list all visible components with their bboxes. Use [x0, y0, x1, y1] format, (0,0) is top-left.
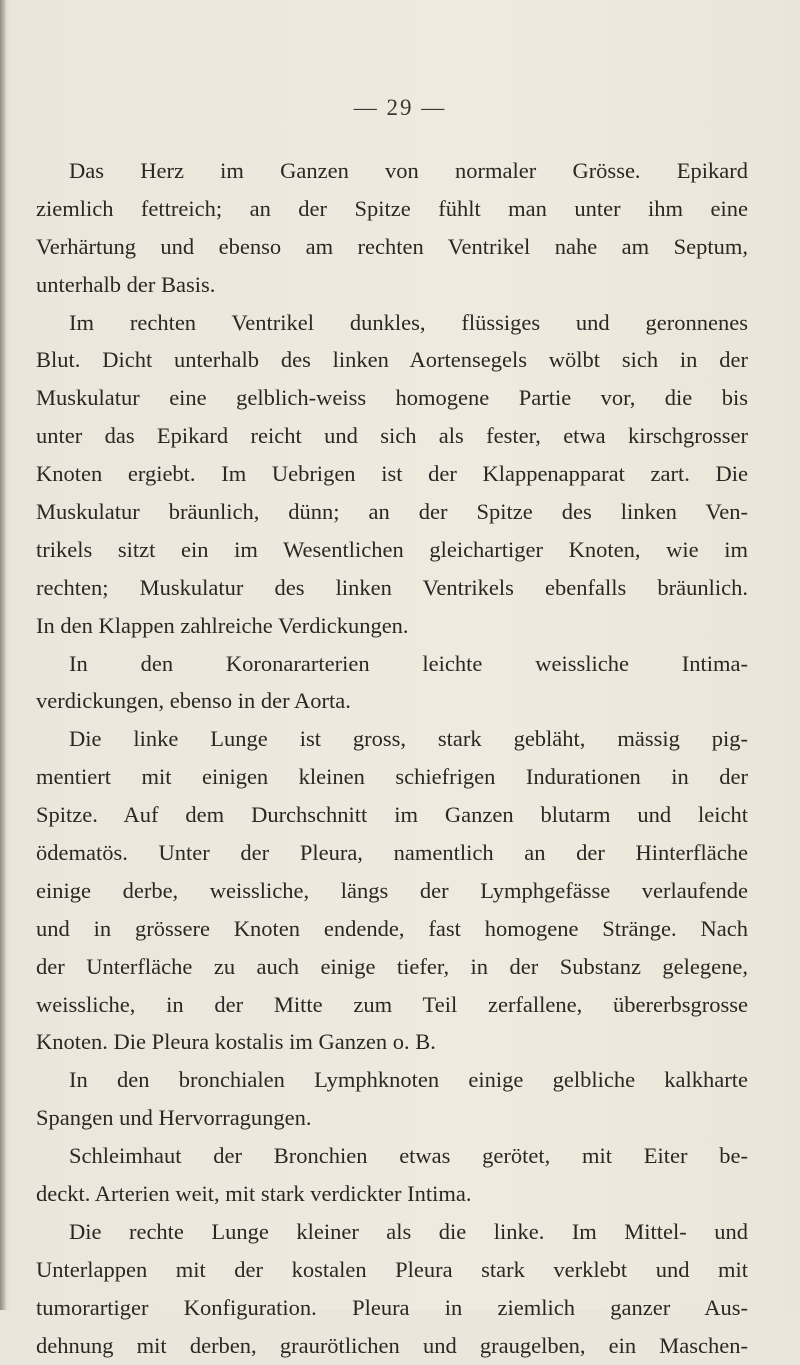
text-line: rechten; Muskulatur des linken Ventrikels ebenfalls bräunlich. [36, 574, 748, 600]
text-line: Unterlappen mit der kostalen Pleura stark verklebt und mit [36, 1256, 748, 1282]
text-line: In den bronchialen Lymphknoten einige gelbliche kalkharte [69, 1067, 748, 1093]
text-line: ödematös. Unter der Pleura, namentlich an der Hinterfläche [36, 840, 748, 866]
text-line: unterhalb der Basis. [36, 271, 216, 297]
page-edge-shadow [0, 0, 6, 1310]
text-line: Das Herz im Ganzen von normaler Grösse. Epikard [69, 158, 748, 183]
text-line: Muskulatur bräunlich, dünn; an der Spitze des linken Ven- [36, 499, 748, 525]
text-line: einige derbe, weissliche, längs der Lymphgefässe verlaufende [36, 877, 748, 903]
text-line: Muskulatur eine gelblich-weiss homogene Partie vor, die bis [36, 385, 748, 411]
text-line: Die linke Lunge ist gross, stark gebläht, mässig pig- [69, 726, 748, 752]
text-line: Knoten. Die Pleura kostalis im Ganzen o. B. [36, 1029, 436, 1055]
text-line: dehnung mit derben, graurötlichen und graugelben, ein Maschen- [36, 1332, 748, 1358]
text-line: Die rechte Lunge kleiner als die linke. Im Mittel- und [69, 1218, 748, 1244]
text-line: Im rechten Ventrikel dunkles, flüssiges und geronnenes [69, 309, 748, 335]
text-line: Verhärtung und ebenso am rechten Ventrikel nahe am Septum, [36, 233, 748, 259]
body-text [36, 152, 748, 1365]
text-line: Knoten ergiebt. Im Uebrigen ist der Klappenapparat zart. Die [36, 461, 748, 487]
text-line: Spitze. Auf dem Durchschnitt im Ganzen blutarm und leicht [36, 802, 748, 828]
text-line: mentiert mit einigen kleinen schiefrigen Indurationen in der [36, 764, 748, 790]
text-line: der Unterfläche zu auch einige tiefer, in der Substanz gelegene, [36, 953, 748, 979]
text-line: trikels sitzt ein im Wesentlichen gleichartiger Knoten, wie im [36, 536, 748, 562]
page-number: — 29 — [353, 95, 447, 120]
text-line: Blut. Dicht unterhalb des linken Aortensegels wölbt sich in der [36, 347, 748, 373]
text-line: ziemlich fettreich; an der Spitze fühlt man unter ihm eine [36, 195, 748, 221]
text-line: und in grössere Knoten endende, fast homogene Stränge. Nach [36, 915, 748, 941]
text-line: In den Koronararterien leichte weissliche Intima- [69, 650, 748, 676]
text-line: unter das Epikard reicht und sich als fester, etwa kirschgrosser [36, 423, 748, 449]
text-line: weissliche, in der Mitte zum Teil zerfallene, übererbsgrosse [36, 991, 748, 1017]
text-line: verdickungen, ebenso in der Aorta. [36, 688, 351, 714]
text-line: Schleimhaut der Bronchien etwas gerötet, mit Eiter be- [69, 1143, 748, 1169]
text-line: In den Klappen zahlreiche Verdickungen. [36, 612, 409, 638]
text-line: deckt. Arterien weit, mit stark verdickter Intima. [36, 1181, 472, 1207]
text-line: tumorartiger Konfiguration. Pleura in ziemlich ganzer Aus- [36, 1294, 748, 1320]
text-line: Spangen und Hervorragungen. [36, 1105, 312, 1131]
